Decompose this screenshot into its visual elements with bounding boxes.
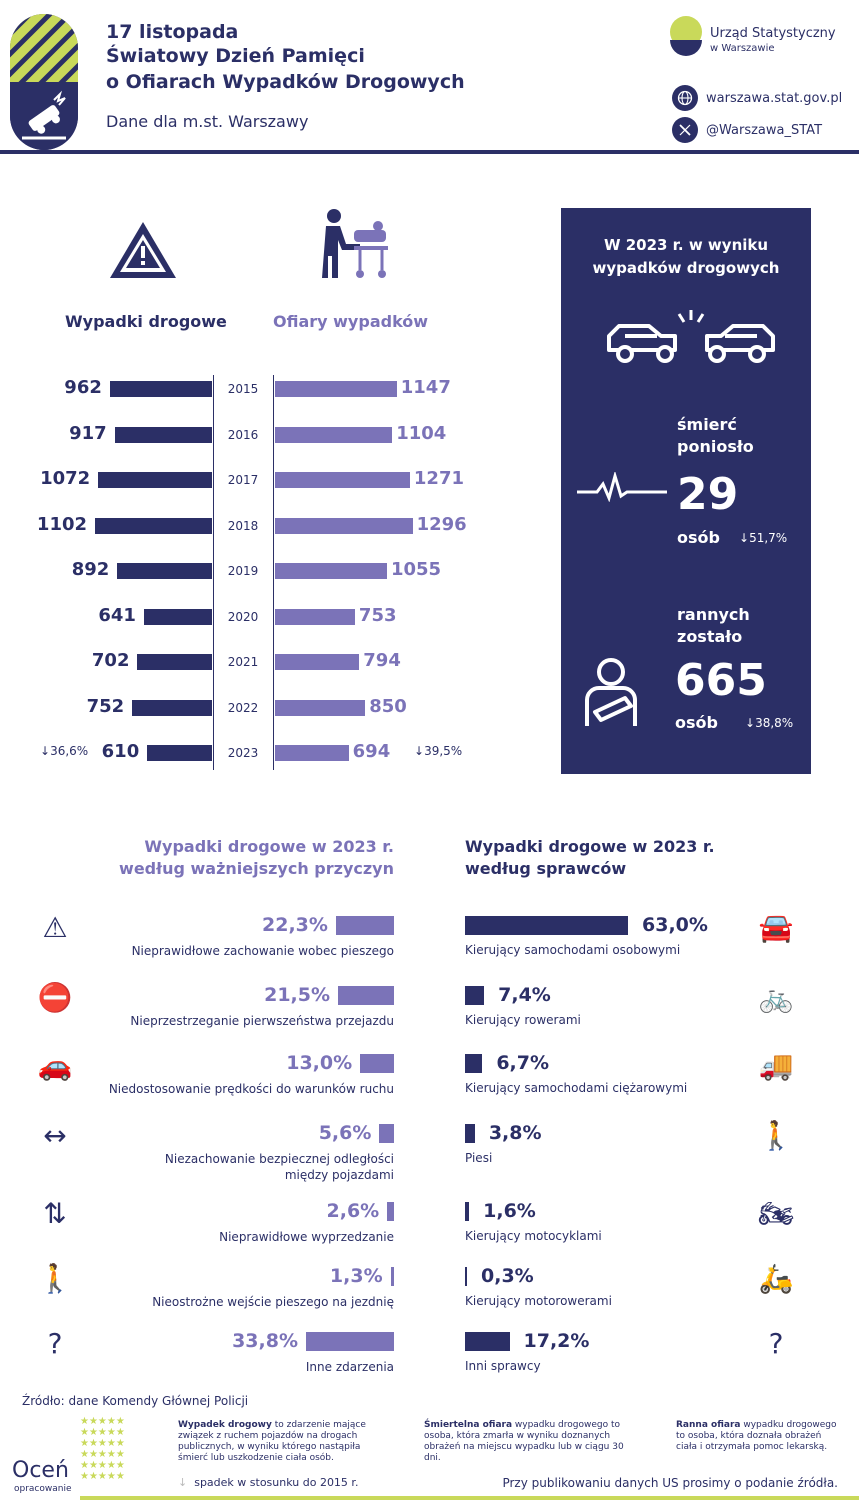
victim-value: 694 (352, 741, 391, 762)
injured-value: 665 (675, 655, 767, 706)
panel-heading: W 2023 r. w wyniku wypadków drogowych (592, 236, 780, 277)
accident-value: 1102 (36, 513, 88, 535)
cause-label: Niezachowanie bezpiecznej odległości (164, 1152, 394, 1166)
year-label: 2019 (227, 564, 259, 578)
accident-bar (95, 518, 212, 534)
cause-label: Nieostrożne wejście pieszego na jezdnię (152, 1295, 394, 1309)
crash-logo-icon (10, 14, 78, 150)
victim-value: 794 (363, 650, 401, 671)
deaths-unit: osób (677, 528, 720, 547)
pedestrian-car-warning-icon: ⚠ (42, 911, 68, 944)
accident-bar (117, 563, 212, 579)
truck-icon: 🚚 (758, 1049, 794, 1082)
victim-value: 1271 (413, 468, 465, 489)
warning-triangle-icon (108, 220, 178, 280)
accident-bar (144, 609, 212, 625)
car-collision-icon (605, 308, 777, 370)
perpetrator-percent: 6,7% (496, 1052, 550, 1074)
year-label: 2015 (227, 382, 259, 396)
injured-change: ↓38,8% (745, 716, 794, 730)
victim-bar (275, 427, 392, 443)
accident-bar (147, 745, 212, 761)
down-arrow-icon: ↓ (739, 531, 750, 545)
down-arrow-icon: ↓ (745, 716, 756, 730)
victims-heading: Ofiary wypadków (273, 312, 429, 331)
office-name-line1: Urząd Statystyczny (710, 26, 836, 41)
cause-bar (391, 1267, 394, 1286)
accident-bar (115, 427, 212, 443)
year-label: 2023 (227, 746, 259, 760)
accident-value: 702 (91, 650, 130, 671)
victim-value: 753 (358, 604, 397, 626)
accident-value: 752 (86, 695, 125, 717)
rating-stars[interactable] (80, 1416, 160, 1482)
victim-bar (275, 381, 397, 397)
deaths-value: 29 (677, 469, 739, 520)
victim-value: 850 (369, 695, 407, 717)
heartbeat-icon (577, 472, 667, 502)
cause-percent: 5,6% (318, 1122, 372, 1144)
causes-heading: Wypadki drogowe w 2023 r. według ważniejszych przyczyn (119, 837, 394, 878)
star-row[interactable]: ★★★★★ (80, 1471, 125, 1482)
accident-value: 641 (98, 604, 136, 626)
year-label: 2021 (227, 655, 259, 669)
cause-bar (379, 1124, 394, 1143)
cause-percent: 2,6% (326, 1200, 380, 1222)
other-incident-icon: ? (47, 1327, 63, 1360)
star-row[interactable]: ★★★★★ (80, 1449, 125, 1460)
pedestrian-crossing-icon: 🚶 (37, 1262, 73, 1295)
accident-bar (137, 654, 212, 670)
star-row[interactable]: ★★★★★ (80, 1427, 125, 1438)
cause-bar (306, 1332, 394, 1351)
perpetrator-bar (465, 1124, 475, 1143)
stop-sign-icon: ⛔ (37, 981, 73, 1014)
perpetrator-bar (465, 986, 484, 1005)
us-logo-icon (668, 16, 704, 66)
cause-bar (360, 1054, 394, 1073)
cause-percent: 13,0% (286, 1052, 353, 1074)
cause-label: Inne zdarzenia (305, 1360, 394, 1374)
skidding-car-icon: 🚗 (37, 1049, 73, 1082)
cause-percent: 1,3% (329, 1265, 383, 1287)
year-label: 2020 (227, 609, 259, 624)
perpetrator-percent: 17,2% (523, 1330, 590, 1352)
victim-bar (275, 472, 410, 488)
accident-bar (98, 472, 212, 488)
victim-value: 1147 (400, 377, 451, 398)
accidents-heading: Wypadki drogowe (65, 312, 227, 331)
accidents-change-2023: ↓36,6% (40, 744, 89, 758)
accident-value: 1072 (40, 468, 91, 489)
axis-right (273, 375, 274, 770)
victim-bar (275, 654, 359, 670)
perpetrator-bar (465, 1332, 510, 1351)
cause-percent: 33,8% (232, 1330, 298, 1352)
year-label: 2022 (227, 700, 259, 715)
perpetrator-label: Kierujący motorowerami (465, 1294, 612, 1308)
motorcycle-icon: 🏍 (758, 1197, 794, 1230)
victim-bar (275, 563, 387, 579)
down-arrow-icon: ↓ (40, 744, 51, 758)
decline-legend: ↓ spadek w stosunku do 2015 r. (178, 1476, 359, 1489)
victim-bar (275, 745, 349, 761)
year-label: 2016 (227, 427, 259, 442)
header-subtitle: Dane dla m.st. Warszawy (106, 112, 309, 131)
bicycle-icon: 🚲 (758, 981, 794, 1014)
cause-label: Nieprzestrzeganie pierwszeństwa przejazdu (130, 1014, 394, 1028)
down-arrow-icon: ↓ (178, 1476, 188, 1489)
rate-sub: opracowanie (14, 1484, 72, 1494)
accident-bar (132, 700, 212, 716)
perpetrator-percent: 0,3% (481, 1265, 534, 1287)
year-label: 2017 (227, 473, 259, 487)
website-text[interactable]: warszawa.stat.gov.pl (706, 90, 843, 106)
definition-fatal: Śmiertelna ofiara wypadku drogowego to osoba, która zmarła w wyniku doznanych obrażeń na miejscu wypadku lub w ciągu 30 dni. (424, 1420, 624, 1463)
accident-value: 610 (101, 741, 140, 762)
perpetrator-bar (465, 1267, 467, 1286)
pedestrian-icon: 🚶 (758, 1119, 794, 1152)
perpetrator-label: Kierujący samochodami ciężarowymi (465, 1081, 688, 1095)
globe-icon (672, 85, 698, 111)
scooter-icon: 🛵 (758, 1262, 794, 1295)
cause-label-line2: między pojazdami (284, 1168, 394, 1182)
definition-accident: Wypadek drogowy to zdarzenie mające związek z ruchem pojazdów na drogach publicznych, w wyniku którego nastąpiła śmierć lub uszkodzenie ciała osób. (178, 1420, 366, 1463)
header-logo-bubble (10, 14, 78, 150)
accident-value: 962 (64, 377, 102, 398)
source-note: Źródło: dane Komendy Głównej Policji (22, 1394, 249, 1408)
perpetrator-bar (465, 916, 628, 935)
perpetrator-bar (465, 1054, 482, 1073)
perpetrator-percent: 7,4% (498, 984, 551, 1006)
perpetrator-label: Kierujący rowerami (465, 1013, 581, 1027)
star-row[interactable]: ★★★★★ (80, 1416, 125, 1427)
header-title-line3: o Ofiarach Wypadków Drogowych (106, 71, 465, 93)
cause-label: Niedostosowanie prędkości do warunków ruchu (108, 1082, 394, 1096)
cause-bar (387, 1202, 394, 1221)
stretcher-victim-icon (314, 208, 390, 280)
car-icon: 🚘 (758, 911, 794, 944)
twitter-link[interactable] (672, 117, 822, 143)
car-distance-icon: ↔ (43, 1119, 67, 1152)
cause-label: Nieprawidłowe zachowanie wobec pieszego (131, 944, 394, 958)
x-logo-icon (672, 117, 698, 143)
accident-value: 917 (69, 422, 107, 444)
victims-change-2023: ↓39,5% (414, 744, 463, 758)
office-name-line2: w Warszawie (710, 43, 775, 54)
twitter-text[interactable]: @Warszawa_STAT (706, 122, 823, 138)
year-label: 2018 (227, 518, 259, 533)
publish-note: Przy publikowaniu danych US prosimy o podanie źródła. (502, 1476, 838, 1490)
perpetrator-percent: 1,6% (483, 1200, 536, 1222)
website-link[interactable] (672, 85, 842, 111)
cause-bar (336, 916, 394, 935)
cause-percent: 21,5% (264, 984, 331, 1006)
victim-bar (275, 518, 413, 534)
injured-unit: osób (675, 713, 718, 732)
cause-label: Nieprawidłowe wyprzedzanie (219, 1230, 394, 1244)
injured-person-icon (581, 656, 641, 730)
header-title-line2: Światowy Dzień Pamięci (106, 45, 365, 67)
cause-percent: 22,3% (262, 914, 328, 936)
victim-value: 1055 (390, 559, 442, 580)
accident-bar (110, 381, 212, 397)
perpetrators-heading: Wypadki drogowe w 2023 r. według sprawców (465, 837, 715, 878)
perpetrator-percent: 3,8% (488, 1122, 542, 1144)
victim-bar (275, 700, 365, 716)
perpetrator-label: Piesi (465, 1151, 493, 1165)
star-row[interactable]: ★★★★★ (80, 1438, 125, 1449)
perpetrator-label: Kierujący motocyklami (465, 1229, 602, 1243)
question-icon: ? (768, 1327, 784, 1360)
perpetrator-label: Inni sprawcy (465, 1359, 541, 1373)
perpetrator-percent: 63,0% (642, 914, 708, 936)
header-divider (0, 150, 859, 154)
header-title-line1: 17 listopada (106, 21, 239, 43)
overtaking-cars-icon: ⇅ (43, 1197, 67, 1230)
summary-panel (561, 208, 811, 774)
injured-label: rannych zostało (677, 605, 750, 646)
deaths-label: śmierć poniosło (677, 415, 754, 456)
perpetrator-label: Kierujący samochodami osobowymi (465, 943, 681, 957)
rate-word[interactable]: Oceń (12, 1458, 69, 1483)
star-row[interactable]: ★★★★★ (80, 1460, 125, 1471)
cause-bar (338, 986, 394, 1005)
definition-injured: Ranna ofiara wypadku drogowego to osoba, która doznała obrażeń ciała i otrzymała pomoc lekarską. (676, 1420, 837, 1452)
perpetrator-bar (465, 1202, 469, 1221)
victim-bar (275, 609, 355, 625)
deaths-change: ↓51,7% (739, 531, 788, 545)
victim-value: 1296 (416, 513, 467, 535)
footer-accent-line (80, 1496, 859, 1500)
down-arrow-icon: ↓ (414, 744, 425, 758)
victim-value: 1104 (396, 422, 447, 444)
accident-value: 892 (71, 559, 110, 580)
